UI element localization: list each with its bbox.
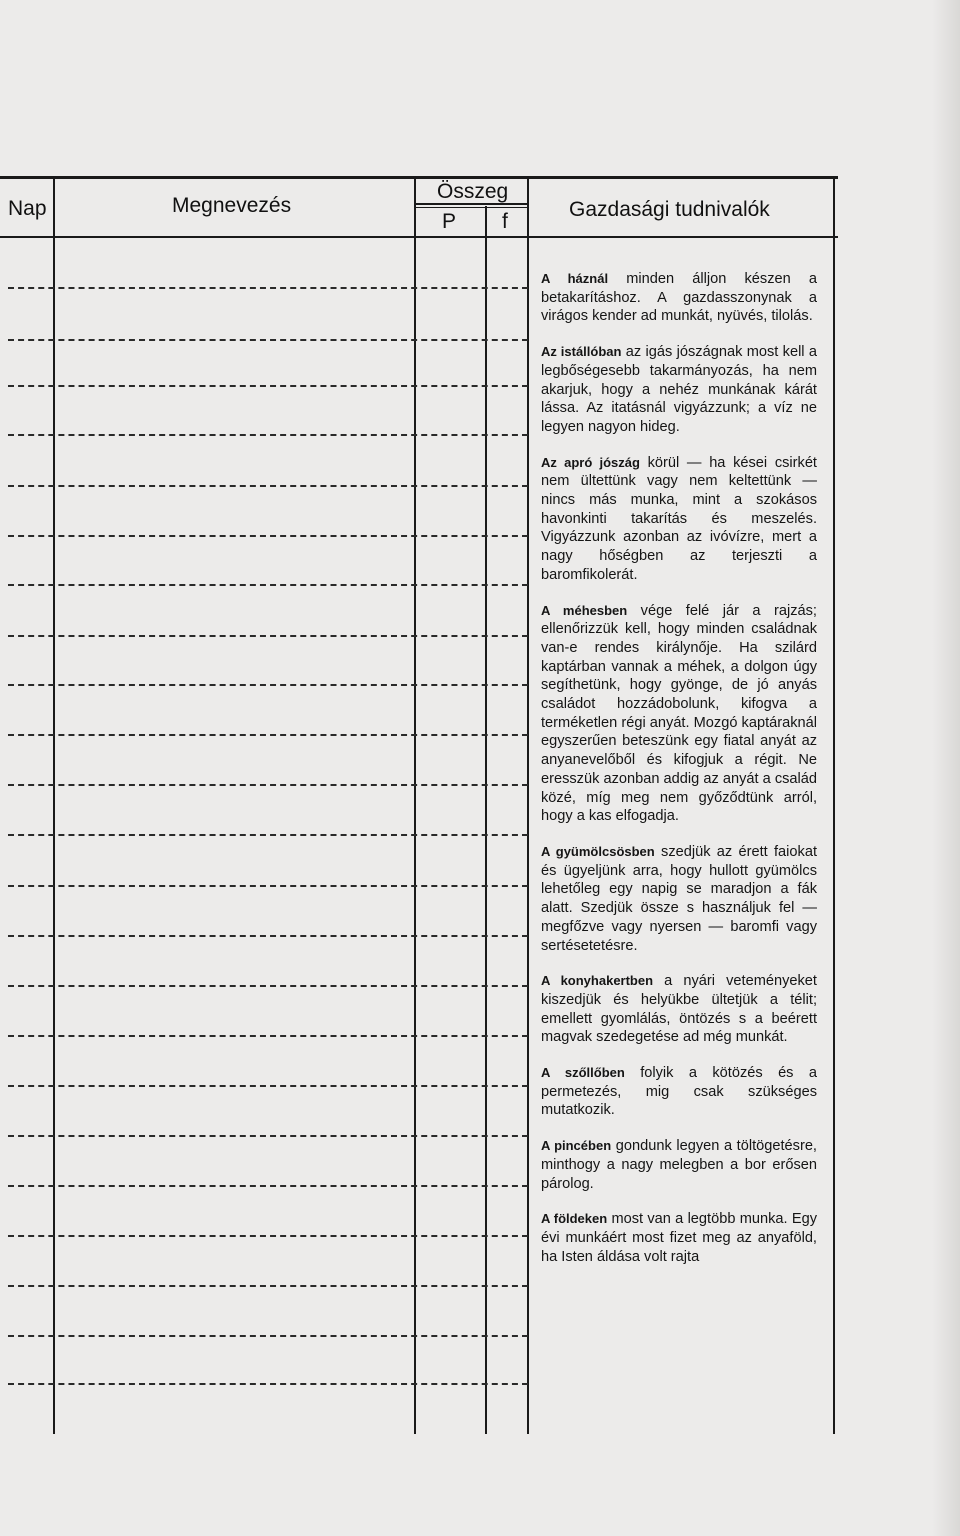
header-osszeg: Összeg: [437, 180, 509, 203]
tip-paragraph: [541, 602, 817, 826]
tip-body: szedjük az érett faiokat és ügyeljünk arra, hogy hullott gyümölcs lehetőleg egy napig se maradjon a fák alatt. Szedjük össze s használjuk fel — megfőzve vagy nyersen — baromfi vagy sertésetetésre.: [541, 843, 817, 954]
tip-body: a nyári veteményeket kiszedjük és helyükbe ültetjük a télit; emellett gyomlálás, öntözés s a beérett magvak szedegetése ad még munkát.: [541, 973, 817, 1046]
tip-paragraph: [541, 843, 817, 955]
tip-paragraph: [541, 1064, 817, 1120]
ledger-row[interactable]: [8, 985, 528, 987]
ledger-row[interactable]: [8, 784, 528, 786]
tip-lead: Az istállóban: [541, 344, 622, 360]
ledger-row[interactable]: [8, 385, 528, 387]
ledger-row[interactable]: [8, 287, 528, 289]
tip-paragraph: [541, 343, 817, 437]
ledger-row[interactable]: [8, 1085, 528, 1087]
col-divider-osszeg: [527, 178, 529, 1434]
ledger-row[interactable]: [8, 684, 528, 686]
osszeg-divider-rule-2: [415, 207, 529, 208]
tip-lead: A pincében: [541, 1138, 612, 1154]
header-p: P: [442, 210, 457, 233]
ledger-row[interactable]: [8, 1185, 528, 1187]
tip-body: vége felé jár a rajzás; ellenőrizzük kell, hogy minden családnak van-e rendes királynője. Ha szilárd kaptárban vannak a méhek, a dolgon úgy segíthetünk, hogy gyönge, de jó anyás családot hozzádobolunk, kifogva a terméketlen régi anyát. Mozgó kaptáraknál egyszerűen beteszünk egy fiatal anyát az anyanevelőből és kifogjuk a régit. Ne eresszük azonban addig az anyát a család közé, míg meg nem győződtünk arról, hogy a kas elfogadja.: [541, 602, 817, 825]
ledger-row[interactable]: [8, 584, 528, 586]
ledger-row[interactable]: [8, 935, 528, 937]
ledger-row[interactable]: [8, 535, 528, 537]
header-top-rule: [0, 176, 838, 179]
ledger-row[interactable]: [8, 1035, 528, 1037]
tip-body: minden álljon készen a betakarításhoz. A gazdasszonynak a virágos kender ad munkát, nyüvés, tilolás.: [541, 271, 817, 325]
tip-paragraph: [541, 1137, 817, 1193]
header-f: f: [502, 210, 508, 233]
ledger-row[interactable]: [8, 834, 528, 836]
ledger-row[interactable]: [8, 1383, 528, 1385]
tip-paragraph: [541, 1210, 817, 1266]
ledger-row[interactable]: [8, 885, 528, 887]
header-bottom-rule: [0, 236, 838, 238]
ledger-row[interactable]: [8, 635, 528, 637]
col-divider-p-f: [485, 206, 487, 1434]
ledger-row[interactable]: [8, 1285, 528, 1287]
ledger-row[interactable]: [8, 485, 528, 487]
page-edge-shadow: [932, 0, 960, 1536]
tip-body: körül — ha kései csirkét nem ültettünk vagy nem keltettünk — nincs más munka, mint a szokásos havonkinti takarítás és meszelés. Vigyázzunk azonban az ivóvízre, mert a nagy hőségben az terjeszti a baromfikolerát.: [541, 454, 817, 583]
ledger-row[interactable]: [8, 1235, 528, 1237]
ledger-row[interactable]: [8, 1335, 528, 1337]
tip-body: gondunk legyen a töltögetésre, minthogy a nagy melegben a bor erősen párolog.: [541, 1138, 817, 1192]
tip-lead: A háznál: [541, 271, 609, 286]
tip-lead: Az apró jószág: [541, 454, 640, 470]
ledger-row[interactable]: [8, 434, 528, 436]
header-megnevezes: Megnevezés: [172, 194, 292, 217]
ledger-row[interactable]: [8, 339, 528, 341]
col-divider-right: [833, 178, 835, 1434]
tip-paragraph: [541, 972, 817, 1047]
tip-lead: A gyümölcsösben: [541, 843, 655, 859]
gazdasagi-tudnivalok-text: [541, 270, 817, 1283]
ledger-row[interactable]: [8, 1135, 528, 1137]
ledger-row[interactable]: [8, 734, 528, 736]
tip-lead: A földeken: [541, 1211, 608, 1227]
tip-lead: A szőllőben: [541, 1065, 625, 1081]
tip-paragraph: [541, 270, 817, 326]
tip-lead: A konyhakertben: [541, 973, 654, 989]
tip-paragraph: [541, 454, 817, 585]
col-divider-nap: [53, 178, 55, 1434]
header-nap: Nap: [8, 197, 47, 220]
tip-body: folyik a kötözés és a permetezés, mig csak szükséges mutatkozik.: [541, 1065, 817, 1119]
header-gazdasagi: Gazdasági tudnivalók: [569, 198, 770, 221]
col-divider-megnevezes: [414, 178, 416, 1434]
tip-lead: A méhesben: [541, 602, 628, 618]
tip-body: az igás jószágnak most kell a legbőségesebb takarmányozás, ha nem akarjuk, hogy a nehéz munkának kárát lássa. Az itatásnál vigyázzunk; a víz ne legyen nagyon hideg.: [541, 344, 817, 435]
tip-body: most van a legtöbb munka. Egy évi munkáért most fizet meg az anyaföld, ha Isten áldása volt rajta: [541, 1211, 817, 1265]
